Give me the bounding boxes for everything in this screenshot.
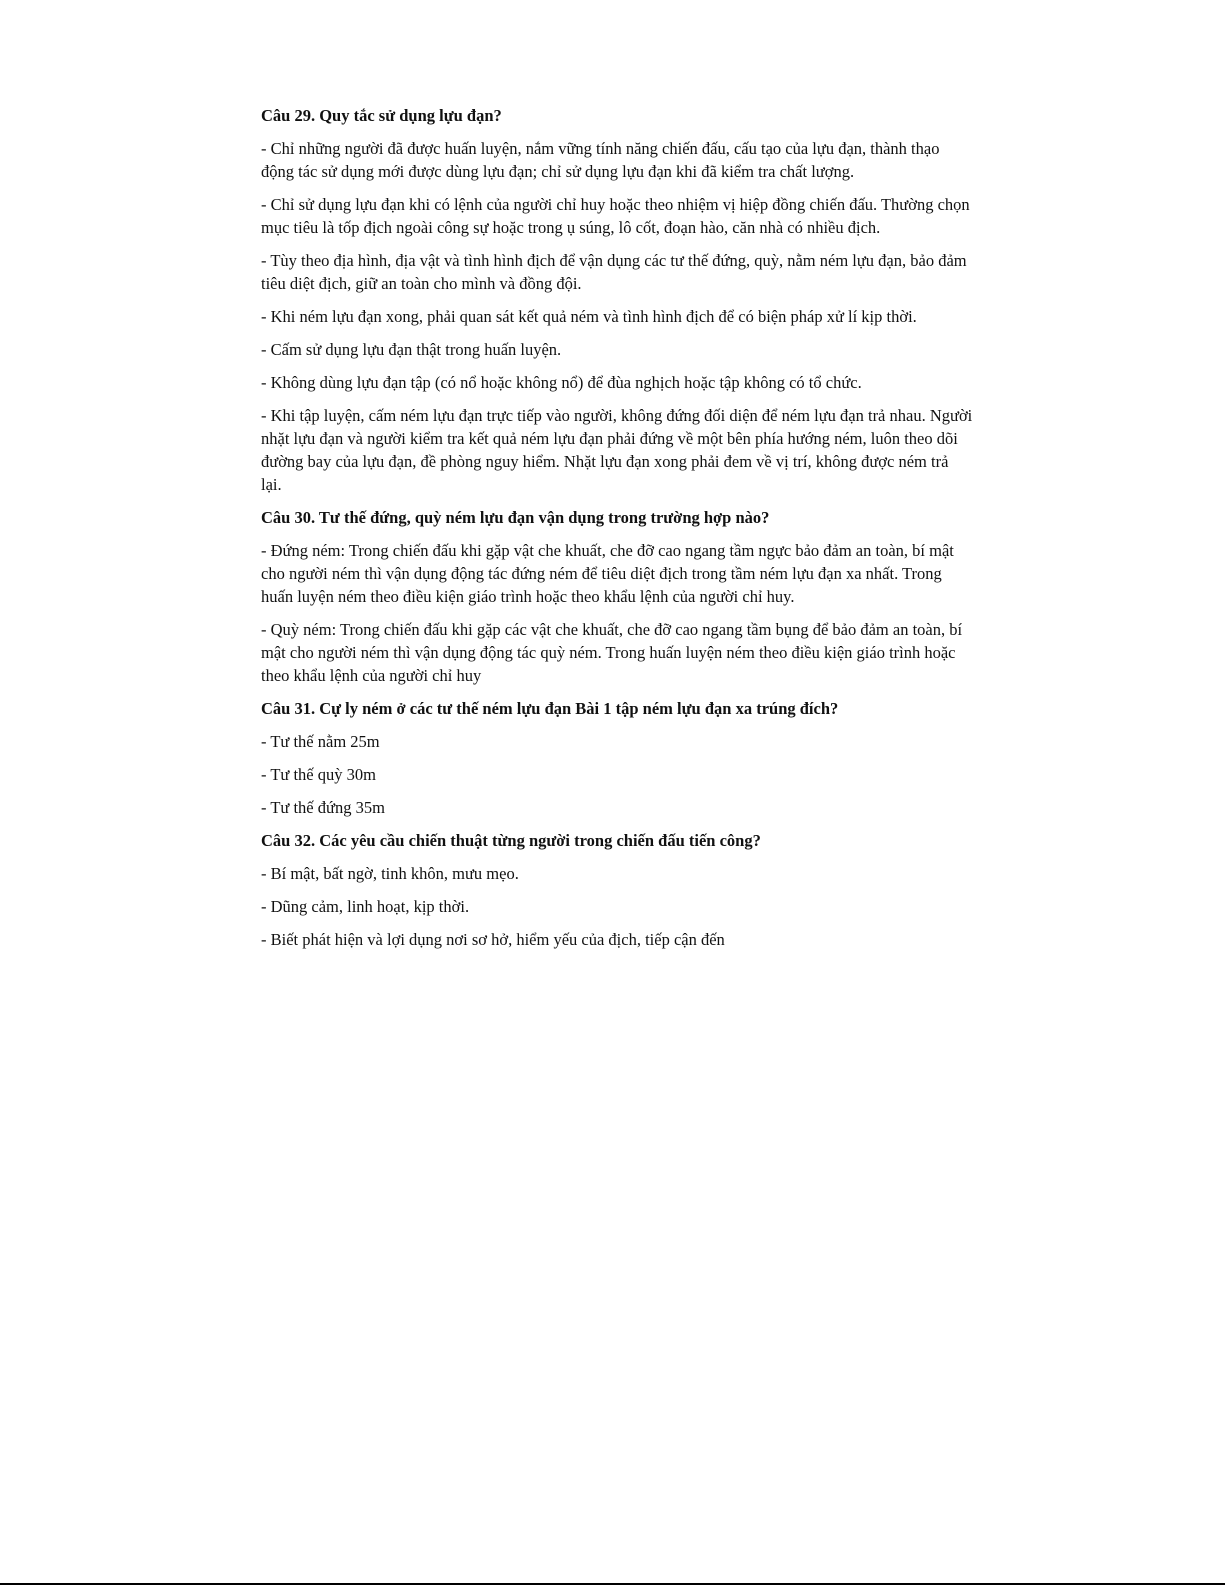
paragraph: - Đứng ném: Trong chiến đấu khi gặp vật che khuất, che đỡ cao ngang tầm ngực bảo đảm an toàn, bí mật cho người ném thì vận dụng động tác đứng ném để tiêu diệt địch trong tầm ném lựu đạn xa nhất. Trong huấn luyện ném theo điều kiện giáo trình hoặc theo khẩu lệnh của người chỉ huy. <box>261 541 954 606</box>
paragraph: - Cấm sử dụng lựu đạn thật trong huấn luyện. <box>261 340 562 359</box>
question-heading: Câu 29. Quy tắc sử dụng lựu đạn? <box>261 106 502 125</box>
question-heading: Câu 30. Tư thế đứng, quỳ ném lựu đạn vận dụng trong trường hợp nào? <box>261 508 770 527</box>
question-heading: Câu 32. Các yêu cầu chiến thuật từng người trong chiến đấu tiến công? <box>261 831 761 850</box>
document-page <box>261 104 973 961</box>
paragraph: - Quỳ ném: Trong chiến đấu khi gặp các vật che khuất, che đỡ cao ngang tầm bụng để bảo đảm an toàn, bí mật cho người ném thì vận dụng động tác quỳ ném. Trong huấn luyện ném theo điều kiện giáo trình hoặc theo khẩu lệnh của người chỉ huy <box>261 620 963 685</box>
paragraph: - Tùy theo địa hình, địa vật và tình hình địch để vận dụng các tư thế đứng, quỳ, nằm ném lựu đạn, bảo đảm tiêu diệt địch, giữ an toàn cho mình và đồng đội. <box>261 251 967 293</box>
section-q32 <box>261 829 973 951</box>
paragraph: - Chỉ sử dụng lựu đạn khi có lệnh của người chỉ huy hoặc theo nhiệm vị hiệp đồng chiến đấu. Thường chọn mục tiêu là tốp địch ngoài công sự hoặc trong ụ súng, lô cốt, đoạn hào, căn nhà có nhiều địch. <box>261 195 970 237</box>
paragraph: - Biết phát hiện và lợi dụng nơi sơ hở, hiểm yếu của địch, tiếp cận đến <box>261 930 725 949</box>
section-q29 <box>261 104 973 496</box>
paragraph: - Dũng cảm, linh hoạt, kịp thời. <box>261 897 470 916</box>
paragraph: - Bí mật, bất ngờ, tinh khôn, mưu mẹo. <box>261 864 519 883</box>
paragraph: - Khi ném lựu đạn xong, phải quan sát kết quả ném và tình hình địch để có biện pháp xử lí kịp thời. <box>261 307 917 326</box>
paragraph: - Tư thế quỳ 30m <box>261 765 376 784</box>
paragraph: - Tư thế nằm 25m <box>261 732 380 751</box>
paragraph: - Tư thế đứng 35m <box>261 798 385 817</box>
question-heading: Câu 31. Cự ly ném ở các tư thế ném lựu đạn Bài 1 tập ném lựu đạn xa trúng đích? <box>261 699 839 718</box>
paragraph: - Khi tập luyện, cấm ném lựu đạn trực tiếp vào người, không đứng đối diện để ném lựu đạn trả nhau. Người nhặt lựu đạn và người kiểm tra kết quả ném lựu đạn phải đứng về một bên phía hướng ném, luôn theo dõi đường bay của lựu đạn, đề phòng nguy hiểm. Nhặt lựu đạn xong phải đem về vị trí, không được ném trả lại. <box>261 406 973 494</box>
section-q31 <box>261 697 973 819</box>
paragraph: - Không dùng lựu đạn tập (có nổ hoặc không nổ) để đùa nghịch hoặc tập không có tổ chức. <box>261 373 862 392</box>
section-q30 <box>261 506 973 687</box>
paragraph: - Chỉ những người đã được huấn luyện, nắm vững tính năng chiến đấu, cấu tạo của lựu đạn, thành thạo động tác sử dụng mới được dùng lựu đạn; chỉ sử dụng lựu đạn khi đã kiểm tra chất lượng. <box>261 139 940 181</box>
